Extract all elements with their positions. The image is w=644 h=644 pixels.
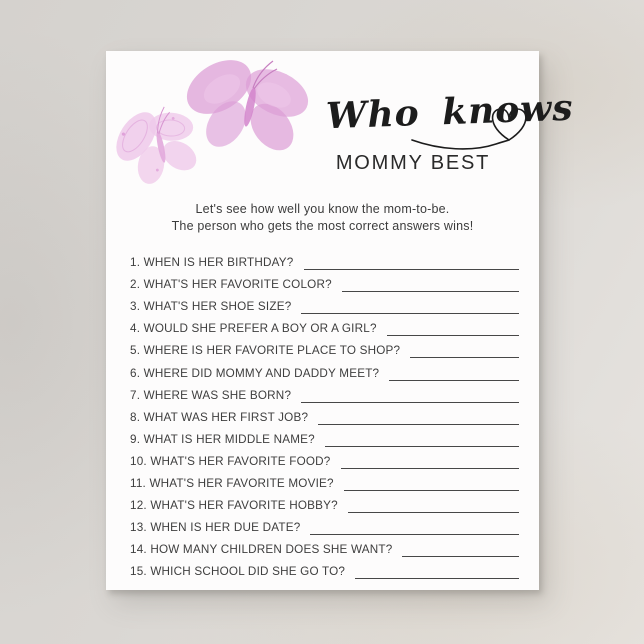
question-number: 10.: [130, 454, 147, 468]
answer-blank-line: [310, 534, 519, 535]
question-number: 12.: [130, 499, 147, 513]
question-label: WOULD SHE PREFER A BOY OR A GIRL?: [143, 322, 377, 336]
question-row: [130, 385, 519, 407]
question-number: 4.: [130, 322, 141, 336]
question-number: 1.: [130, 256, 141, 270]
question-row: [130, 252, 519, 274]
title-script: Who knows: [325, 86, 575, 138]
heart-flourish-icon: [410, 105, 538, 153]
butterflies-illustration: [106, 51, 336, 221]
answer-blank-line: [301, 402, 519, 403]
question-row: [130, 451, 519, 473]
question-label: WHEN IS HER BIRTHDAY?: [143, 256, 294, 270]
question-number: 2.: [130, 278, 141, 292]
question-number: 14.: [130, 543, 147, 557]
intro-line-1: Let's see how well you know the mom-to-be.: [195, 202, 450, 216]
question-label: WHICH SCHOOL DID SHE GO TO?: [150, 565, 346, 579]
question-number: 11.: [130, 477, 146, 491]
question-row: [130, 473, 519, 495]
answer-blank-line: [318, 424, 519, 425]
question-number: 8.: [130, 410, 141, 424]
question-row: [130, 561, 519, 583]
answer-blank-line: [342, 291, 519, 292]
question-number: 3.: [130, 300, 141, 314]
question-row: [130, 407, 519, 429]
question-label: WHAT'S HER SHOE SIZE?: [143, 300, 292, 314]
question-label: WHAT'S HER FAVORITE COLOR?: [143, 278, 332, 292]
question-number: 9.: [130, 432, 141, 446]
question-label: HOW MANY CHILDREN DOES SHE WANT?: [150, 543, 393, 557]
butterfly-large-icon: [177, 51, 316, 159]
answer-blank-line: [344, 490, 519, 491]
answer-blank-line: [387, 335, 519, 336]
question-number: 7.: [130, 388, 141, 402]
answer-blank-line: [348, 512, 519, 513]
question-label: WHERE WAS SHE BORN?: [143, 388, 292, 402]
question-row: [130, 362, 519, 384]
question-label: WHERE IS HER FAVORITE PLACE TO SHOP?: [143, 344, 401, 358]
answer-blank-line: [304, 269, 520, 270]
questions-list: [130, 252, 519, 583]
question-row: [130, 429, 519, 451]
title-sub: MOMMY BEST: [335, 152, 491, 174]
question-label: WHEN IS HER DUE DATE?: [150, 521, 301, 535]
question-row: [130, 318, 519, 340]
question-number: 15.: [130, 565, 147, 579]
question-label: WHERE DID MOMMY AND DADDY MEET?: [143, 366, 380, 380]
question-label: WHAT IS HER MIDDLE NAME?: [143, 432, 315, 446]
answer-blank-line: [410, 357, 519, 358]
intro-line-2: The person who gets the most correct answers wins!: [171, 219, 474, 233]
answer-blank-line: [341, 468, 520, 469]
answer-blank-line: [325, 446, 519, 447]
question-label: WHAT'S HER FAVORITE MOVIE?: [149, 477, 334, 491]
intro-text: [106, 201, 539, 235]
question-label: WHAT'S HER FAVORITE HOBBY?: [150, 499, 338, 513]
question-row: [130, 274, 519, 296]
question-label: WHAT'S HER FAVORITE FOOD?: [150, 454, 331, 468]
question-label: WHAT WAS HER FIRST JOB?: [143, 410, 309, 424]
question-number: 6.: [130, 366, 141, 380]
game-card: [106, 51, 575, 590]
question-number: 5.: [130, 344, 141, 358]
question-row: [130, 539, 519, 561]
answer-blank-line: [402, 556, 519, 557]
answer-blank-line: [389, 380, 519, 381]
answer-blank-line: [355, 578, 519, 579]
question-row: [130, 340, 519, 362]
card-heading: [312, 86, 575, 179]
question-row: [130, 495, 519, 517]
question-row: [130, 517, 519, 539]
question-row: [130, 296, 519, 318]
answer-blank-line: [301, 313, 519, 314]
question-number: 13.: [130, 521, 147, 535]
